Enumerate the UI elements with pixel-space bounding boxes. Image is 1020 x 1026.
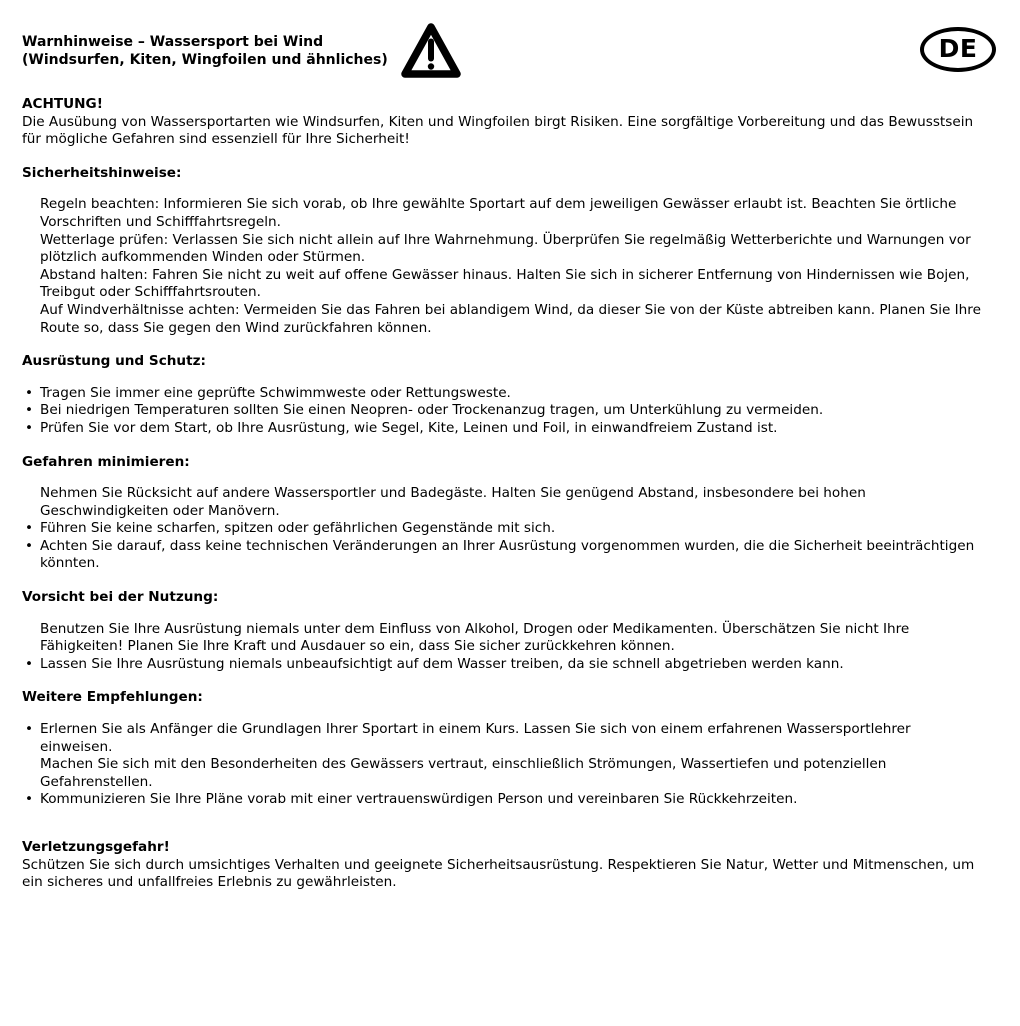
injury-risk-body: Schützen Sie sich durch umsichtiges Verhalten und geeignete Sicherheitsausrüstung. Respektieren Sie Natur, Wetter und Mitmenschen, um ein sicheres und unfallfreies Erlebnis zu gewährleisten. (22, 856, 975, 891)
list-item-text: Erlernen Sie als Anfänger die Grundlagen Ihrer Sportart in einem Kurs. Lassen Sie sich von einem erfahrenen Wassersportlehrer einweisen. (40, 721, 911, 755)
list-item (22, 302, 985, 337)
list-item-text: Wetterlage prüfen: Verlassen Sie sich nicht allein auf Ihre Wahrnehmung. Überprüfen Sie regelmäßig Wetterberichte und Warnungen vor plötzlich aufkommenden Winden oder Stürmen. (40, 231, 971, 266)
bullet-icon: • (25, 791, 34, 808)
section-vorsicht-bei-der-nutzung (22, 589, 985, 673)
bullet-icon: • (25, 384, 34, 401)
list-item-text: Lassen Sie Ihre Ausrüstung niemals unbeaufsichtigt auf dem Wasser treiben, da sie schnell abgetrieben werden kann. (40, 655, 844, 672)
bullet-icon: • (25, 419, 34, 436)
section-sicherheitshinweise (22, 165, 985, 337)
section-list (22, 485, 985, 573)
list-item (22, 385, 985, 403)
section-list (22, 196, 985, 337)
section-heading: Weitere Empfehlungen: (22, 689, 203, 706)
list-item (22, 756, 985, 791)
list-item-text: Regeln beachten: Informieren Sie sich vorab, ob Ihre gewählte Sportart auf dem jeweiligen Gewässer erlaubt ist. Beachten Sie örtliche Vorschriften und Schifffahrtsregeln. (40, 196, 957, 230)
list-item (22, 791, 985, 809)
list-item (22, 656, 985, 674)
section-list (22, 721, 985, 809)
language-badge-de: DE (920, 27, 996, 72)
list-item-text: Benutzen Sie Ihre Ausrüstung niemals unter dem Einfluss von Alkohol, Drogen oder Medikamenten. Überschätzen Sie nicht Ihre Fähigkeiten! Planen Sie Ihre Kraft und Ausdauer so ein, dass Sie sicher zurückkehren können. (40, 620, 910, 655)
attention-block (22, 96, 985, 149)
list-item-text: Bei niedrigen Temperaturen sollten Sie einen Neopren- oder Trockenanzug tragen, um Unterkühlung zu vermeiden. (40, 402, 824, 419)
list-item-text: Nehmen Sie Rücksicht auf andere Wassersportler und Badegäste. Halten Sie genügend Abstand, insbesondere bei hohen Geschwindigkeiten oder Manövern. (40, 485, 866, 519)
page-title-line1: Warnhinweise – Wassersport bei Wind (22, 34, 324, 50)
section-heading: Vorsicht bei der Nutzung: (22, 589, 219, 606)
injury-risk-block (22, 839, 985, 892)
warning-triangle-icon (400, 22, 462, 80)
section-heading: Gefahren minimieren: (22, 453, 190, 470)
list-item (22, 267, 985, 302)
list-item (22, 520, 985, 538)
bullet-icon: • (25, 520, 34, 537)
list-item (22, 621, 985, 656)
bullet-icon: • (25, 655, 34, 672)
section-ausruestung-und-schutz (22, 353, 985, 437)
injury-risk-heading: Verletzungsgefahr! (22, 839, 170, 855)
list-item (22, 402, 985, 420)
section-weitere-empfehlungen (22, 689, 985, 809)
list-item-text: Tragen Sie immer eine geprüfte Schwimmweste oder Rettungsweste. (40, 384, 511, 401)
list-item (22, 420, 985, 438)
attention-body: Die Ausübung von Wassersportarten wie Windsurfen, Kiten und Wingfoilen birgt Risiken. Eine sorgfältige Vorbereitung und das Bewusstsein für mögliche Gefahren sind essenziell für Ihre Sicherheit! (22, 113, 974, 148)
bullet-icon: • (25, 721, 34, 738)
list-item-text: Abstand halten: Fahren Sie nicht zu weit auf offene Gewässer hinaus. Halten Sie sich in sicherer Entfernung von Hindernissen wie Bojen, Treibgut oder Schifffahrtsrouten. (40, 266, 970, 301)
list-item (22, 196, 985, 231)
list-item (22, 721, 985, 756)
bullet-icon: • (25, 402, 34, 419)
list-item (22, 232, 985, 267)
list-item (22, 485, 985, 520)
section-gefahren-minimieren (22, 454, 985, 574)
page-title-line2: (Windsurfen, Kiten, Wingfoilen und ähnliches) (22, 52, 388, 68)
list-item-text: Achten Sie darauf, dass keine technischen Veränderungen an Ihrer Ausrüstung vorgenommen wurden, die die Sicherheit beeinträchtigen könnten. (40, 537, 975, 572)
list-item-text: Kommunizieren Sie Ihre Pläne vorab mit einer vertrauenswürdigen Person und vereinbaren Sie Rückkehrzeiten. (40, 791, 798, 808)
list-item-text: Machen Sie sich mit den Besonderheiten des Gewässers vertraut, einschließlich Strömungen, Wassertiefen und potenziellen Gefahrenstellen. (40, 756, 887, 790)
attention-heading: ACHTUNG! (22, 96, 103, 112)
page-title (22, 33, 388, 69)
bullet-icon: • (25, 537, 34, 554)
list-item-text: Führen Sie keine scharfen, spitzen oder gefährlichen Gegenstände mit sich. (40, 520, 556, 537)
section-heading: Sicherheitshinweise: (22, 164, 182, 181)
list-item-text: Prüfen Sie vor dem Start, ob Ihre Ausrüstung, wie Segel, Kite, Leinen und Foil, in einwandfreiem Zustand ist. (40, 419, 778, 436)
section-list (22, 385, 985, 438)
list-item-text: Auf Windverhältnisse achten: Vermeiden Sie das Fahren bei ablandigem Wind, da dieser Sie von der Küste abtreiben kann. Planen Sie Ihre Route so, dass Sie gegen den Wind zurückfahren können. (40, 301, 981, 336)
list-item (22, 538, 985, 573)
document-header (22, 20, 985, 82)
section-heading: Ausrüstung und Schutz: (22, 353, 206, 370)
section-list (22, 621, 985, 674)
